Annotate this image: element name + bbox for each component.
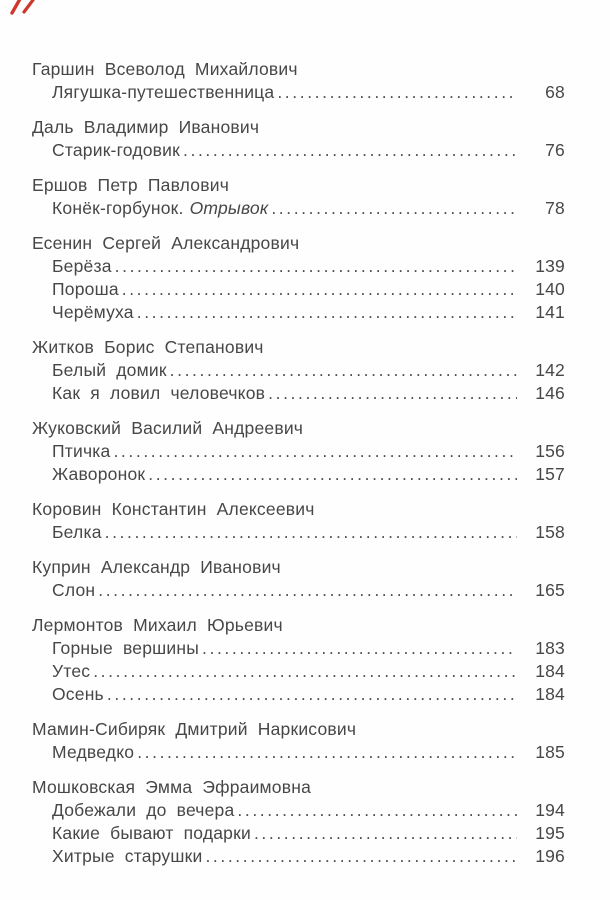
toc-author-name: Есенин Сергей Александрович — [32, 233, 300, 253]
toc-work-row — [32, 197, 565, 220]
toc-work-title: Какие бывают подарки — [52, 823, 251, 843]
toc-work-title: Жаворонок — [52, 464, 146, 484]
toc-work-title: Белый домик — [52, 360, 167, 380]
toc-work-row — [32, 741, 565, 764]
toc-author-name: Мамин-Сибиряк Дмитрий Наркисович — [32, 719, 357, 739]
toc-entry — [32, 614, 565, 706]
toc-work-row — [32, 278, 565, 301]
toc-author-name: Ершов Петр Павлович — [32, 175, 230, 195]
toc-work-row — [32, 382, 565, 405]
toc-work-title: Добежали до вечера — [52, 800, 235, 820]
page-number: 196 — [535, 846, 565, 866]
dot-leader — [122, 278, 517, 301]
toc-work-row — [32, 255, 565, 278]
toc-work-title: Утес — [52, 661, 91, 681]
toc-work-title: Как я ловил человечков — [52, 383, 266, 403]
toc-work-title: Лягушка-путешественница — [52, 82, 275, 102]
toc-work-row — [32, 139, 565, 162]
toc-work-row — [32, 799, 565, 822]
dot-leader — [98, 579, 517, 602]
toc-author-name: Житков Борис Степанович — [32, 337, 264, 357]
toc-entry — [32, 718, 565, 764]
toc-author-name: Жуковский Василий Андреевич — [32, 418, 304, 438]
toc-work-title: Старик-годовик — [52, 140, 181, 160]
toc-work-row — [32, 359, 565, 382]
page-number: 141 — [535, 302, 565, 322]
toc-work-title: Осень — [52, 684, 104, 704]
toc-work-row — [32, 81, 565, 104]
page-number: 139 — [535, 256, 565, 276]
dot-leader — [205, 845, 517, 868]
page-number: 184 — [535, 684, 565, 704]
page-number: 78 — [545, 198, 565, 218]
toc-author-name: Куприн Александр Иванович — [32, 557, 281, 577]
dot-leader — [148, 463, 517, 486]
page-number: 142 — [535, 360, 565, 380]
dot-leader — [137, 301, 517, 324]
toc-entry — [32, 556, 565, 602]
dot-leader — [268, 382, 517, 405]
toc-work-row — [32, 301, 565, 324]
toc-author-name: Гаршин Всеволод Михайлович — [32, 59, 298, 79]
toc-author-name: Коровин Константин Алексеевич — [32, 499, 315, 519]
page-number: 183 — [535, 638, 565, 658]
toc-author-name: Мошковская Эмма Эфраимовна — [32, 777, 312, 797]
dot-leader — [271, 197, 517, 220]
toc-work-title: Черёмуха — [52, 302, 134, 322]
dot-leader — [105, 521, 517, 544]
toc-work-subtitle-italic: Отрывок — [189, 198, 269, 218]
dot-leader — [93, 660, 517, 683]
dot-leader — [107, 683, 517, 706]
dot-leader — [115, 255, 517, 278]
toc-work-row — [32, 660, 565, 683]
table-of-contents — [32, 58, 565, 880]
toc-work-title: Птичка — [52, 441, 111, 461]
toc-work-title: Слон — [52, 580, 96, 600]
page-number: 68 — [545, 82, 565, 102]
toc-entry — [32, 58, 565, 104]
page-number: 158 — [535, 522, 565, 542]
page-number: 140 — [535, 279, 565, 299]
dot-leader — [113, 440, 517, 463]
toc-author-name: Даль Владимир Иванович — [32, 117, 260, 137]
toc-work-title: Хитрые старушки — [52, 846, 203, 866]
dot-leader — [202, 637, 517, 660]
toc-work-title: Белка — [52, 522, 102, 542]
page-number: 156 — [535, 441, 565, 461]
toc-work-row — [32, 683, 565, 706]
page-number: 184 — [535, 661, 565, 681]
page-number: 157 — [535, 464, 565, 484]
red-pen-mark-icon — [6, 0, 40, 15]
toc-work-title: Медведко — [52, 742, 135, 762]
toc-work-title: Берёза — [52, 256, 112, 276]
page-number: 146 — [535, 383, 565, 403]
toc-work-row — [32, 822, 565, 845]
dot-leader — [183, 139, 517, 162]
toc-work-row — [32, 637, 565, 660]
page-number: 195 — [535, 823, 565, 843]
dot-leader — [254, 822, 517, 845]
dot-leader — [170, 359, 517, 382]
toc-work-title: Пороша — [52, 279, 119, 299]
toc-work-row — [32, 463, 565, 486]
toc-entry — [32, 498, 565, 544]
dot-leader — [237, 799, 517, 822]
toc-entry — [32, 336, 565, 405]
toc-entry — [32, 174, 565, 220]
toc-author-name: Лермонтов Михаил Юрьевич — [32, 615, 283, 635]
toc-entry — [32, 116, 565, 162]
toc-work-title: Горные вершины — [52, 638, 200, 658]
page-number: 76 — [545, 140, 565, 160]
toc-entry — [32, 232, 565, 324]
page-number: 165 — [535, 580, 565, 600]
toc-work-row — [32, 579, 565, 602]
toc-entry — [32, 776, 565, 868]
toc-work-title: Конёк-горбунок. — [52, 198, 184, 218]
toc-work-row — [32, 440, 565, 463]
toc-work-row — [32, 521, 565, 544]
dot-leader — [277, 81, 517, 104]
page-number: 194 — [535, 800, 565, 820]
dot-leader — [137, 741, 517, 764]
toc-entry — [32, 417, 565, 486]
page-number: 185 — [535, 742, 565, 762]
toc-work-row — [32, 845, 565, 868]
